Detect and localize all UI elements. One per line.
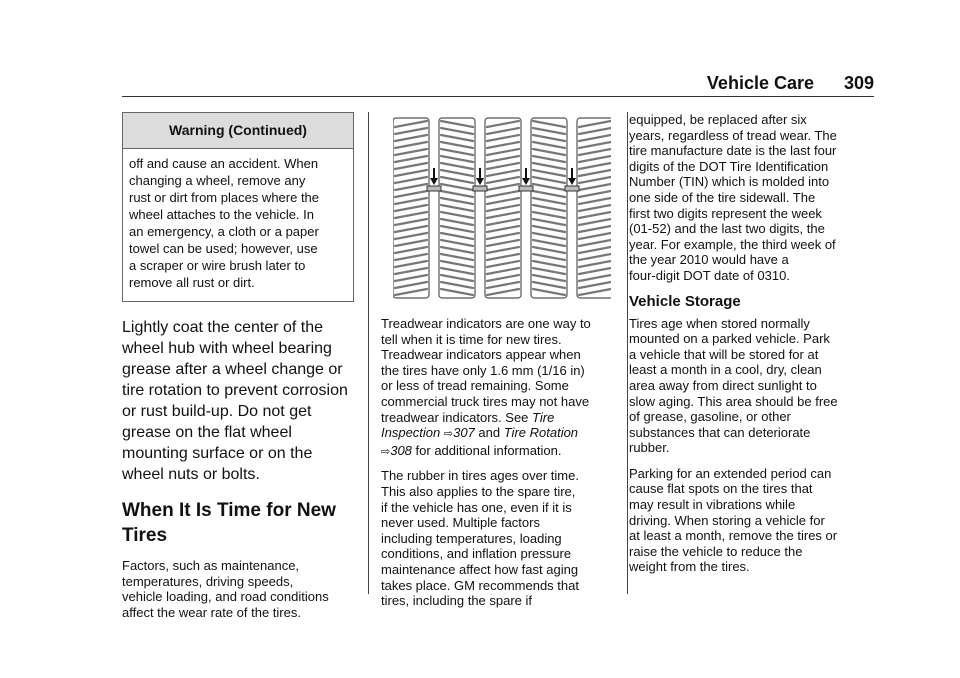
warning-line: off and cause an accident. When xyxy=(129,156,319,171)
text-span: and xyxy=(474,425,504,441)
warning-title: Warning (Continued) xyxy=(123,113,353,149)
text-line xyxy=(381,410,617,426)
column-middle xyxy=(381,112,617,609)
text-line: of grease, gasoline, or other xyxy=(629,409,791,425)
wheel-hub-paragraph xyxy=(122,317,354,485)
text-line: mounted on a parked vehicle. Park xyxy=(629,331,830,347)
text-line: area away from direct sunlight to xyxy=(629,377,817,393)
text-line: affect the wear rate of the tires. xyxy=(122,604,301,620)
page-arrow-icon: ⇨ xyxy=(443,428,454,441)
text-line: year. For example, the third week of xyxy=(629,236,836,252)
text-line: tell when it is time for new tires. xyxy=(381,331,562,347)
text-line: Treadwear indicators appear when xyxy=(381,347,581,363)
page-reference[interactable]: 308 xyxy=(390,442,412,458)
text-line: years, regardless of tread wear. The xyxy=(629,127,837,143)
indicator-arrow-icon xyxy=(568,178,576,185)
text-line: equipped, be replaced after six xyxy=(629,112,807,127)
text-line: including temperatures, loading xyxy=(381,530,562,546)
text-line: four-digit DOT date of 0310. xyxy=(629,267,790,283)
page-number: 309 xyxy=(843,73,874,93)
heading-line: Tires xyxy=(122,525,168,546)
text-line: tire rotation to prevent corrosion xyxy=(122,382,348,399)
text-line: least a month in a cool, dry, clean xyxy=(629,362,822,378)
text-line: Number (TIN) which is molded into xyxy=(629,174,830,190)
warning-line: a scraper or wire brush later to xyxy=(129,258,306,273)
text-line: Lightly coat the center of the xyxy=(122,319,324,336)
column-right xyxy=(629,112,876,575)
text-line: first two digits represent the week xyxy=(629,205,822,221)
text-line: if the vehicle has one, even if it is xyxy=(381,499,572,515)
text-line: driving. When storing a vehicle for xyxy=(629,512,825,528)
text-line: the year 2010 would have a xyxy=(629,252,789,268)
wear-bar xyxy=(519,186,533,191)
indicator-arrow-icon xyxy=(522,178,530,185)
wear-bar xyxy=(473,186,487,191)
wear-factors-paragraph xyxy=(122,558,354,620)
warning-body xyxy=(123,149,353,301)
heading-line: When It Is Time for New xyxy=(122,500,336,521)
treadwear-indicator-illustration xyxy=(393,116,611,300)
text-line: never used. Multiple factors xyxy=(381,515,540,531)
warning-line: rust or dirt from places where the xyxy=(129,190,320,205)
text-line: This also applies to the spare tire, xyxy=(381,483,576,499)
warning-line: remove all rust or dirt. xyxy=(129,275,255,290)
text-line: the tires have only 1.6 mm (1/16 in) xyxy=(381,362,585,378)
text-line: mounting surface or on the xyxy=(122,445,313,462)
warning-line: an emergency, a cloth or a paper xyxy=(129,224,319,239)
text-line: digits of the DOT Tire Identification xyxy=(629,158,829,174)
section-title: Vehicle Care xyxy=(706,73,814,93)
text-line: (01-52) and the last two digits, the xyxy=(629,221,825,237)
vehicle-storage-heading: Vehicle Storage xyxy=(629,292,741,310)
treadwear-paragraph xyxy=(381,316,617,460)
column-divider xyxy=(368,112,369,594)
text-span: for additional information. xyxy=(411,442,562,458)
cross-reference-link[interactable]: Tire Rotation xyxy=(503,425,579,441)
cross-reference-link[interactable]: Inspection xyxy=(381,425,441,441)
text-line: vehicle loading, and road conditions xyxy=(122,589,329,605)
text-line xyxy=(381,443,617,461)
text-line: tires, including the spare if xyxy=(381,593,533,609)
text-line: commercial truck tires may not have xyxy=(381,393,590,409)
dot-date-paragraph xyxy=(629,112,876,284)
text-line: may result in vibrations while xyxy=(629,497,796,513)
storage-paragraph xyxy=(629,316,876,456)
page-header xyxy=(122,70,874,97)
warning-line: changing a wheel, remove any xyxy=(129,173,306,188)
text-line: Tires age when stored normally xyxy=(629,315,810,331)
tire-aging-paragraph xyxy=(381,468,617,608)
text-line: at least a month, remove the tires or xyxy=(629,528,838,544)
section-heading xyxy=(122,498,354,548)
text-line: Treadwear indicators are one way to xyxy=(381,316,591,331)
indicator-arrow-icon xyxy=(476,178,484,185)
page-reference[interactable]: 307 xyxy=(453,425,475,441)
text-line: rubber. xyxy=(629,440,670,456)
text-line: weight from the tires. xyxy=(629,559,750,575)
text-line: wheel hub with wheel bearing xyxy=(122,340,332,357)
column-divider xyxy=(627,112,628,594)
text-line: grease after a wheel change or xyxy=(122,361,343,378)
text-line: raise the vehicle to reduce the xyxy=(629,543,803,559)
column-left xyxy=(122,112,354,620)
text-line: slow aging. This area should be free xyxy=(629,393,838,409)
text-line: grease on the flat wheel xyxy=(122,424,292,441)
text-line: Factors, such as maintenance, xyxy=(122,558,300,573)
text-line: tire manufacture date is the last four xyxy=(629,143,837,159)
warning-line: wheel attaches to the vehicle. In xyxy=(129,207,315,222)
warning-line: towel can be used; however, use xyxy=(129,241,318,256)
text-line: one side of the tire sidewall. The xyxy=(629,189,816,205)
text-line: wheel nuts or bolts. xyxy=(122,466,260,483)
indicator-arrow-icon xyxy=(430,178,438,185)
wear-bar xyxy=(427,186,441,191)
cross-reference-link[interactable]: Tire xyxy=(532,409,555,425)
text-line xyxy=(381,425,617,443)
text-span: treadwear indicators. See xyxy=(381,409,533,425)
page-arrow-icon: ⇨ xyxy=(381,445,391,458)
warning-box xyxy=(122,112,354,302)
text-line: The rubber in tires ages over time. xyxy=(381,468,579,484)
text-line: takes place. GM recommends that xyxy=(381,577,579,593)
text-line: a vehicle that will be stored for at xyxy=(629,346,819,362)
text-line: maintenance affect how fast aging xyxy=(381,561,579,577)
text-line: temperatures, driving speeds, xyxy=(122,573,294,589)
wear-bar xyxy=(565,186,579,191)
text-line: or rust build-up. Do not get xyxy=(122,403,312,420)
text-line: conditions, and inflation pressure xyxy=(381,546,572,562)
text-line: or less of tread remaining. Some xyxy=(381,378,569,394)
flat-spots-paragraph xyxy=(629,466,876,575)
text-line: substances that can deteriorate xyxy=(629,424,811,440)
text-line: Parking for an extended period can xyxy=(629,465,832,481)
text-line: cause flat spots on the tires that xyxy=(629,481,813,497)
